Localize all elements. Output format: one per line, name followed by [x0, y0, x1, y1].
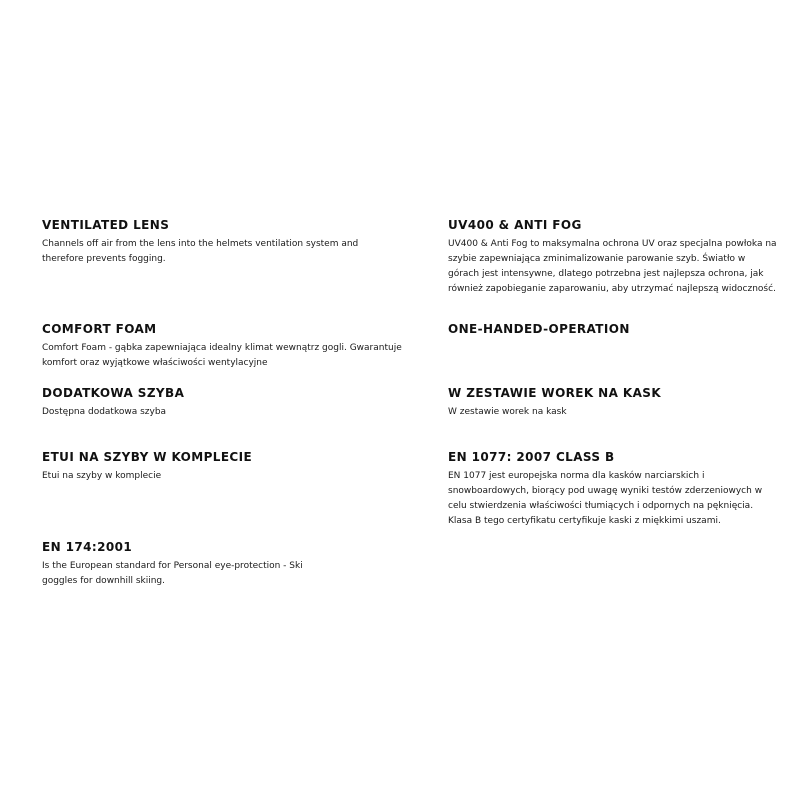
- feature-worek-na-kask: [448, 386, 778, 420]
- feature-title: EN 1077: 2007 CLASS B: [448, 450, 615, 464]
- feature-title: ONE-HANDED-OPERATION: [448, 322, 630, 336]
- feature-uv400-anti-fog: [448, 218, 778, 297]
- feature-comfort-foam: [42, 322, 402, 371]
- feature-en-1077: [448, 450, 778, 529]
- feature-etui-na-szyby: [42, 450, 402, 484]
- feature-dodatkowa-szyba: [42, 386, 402, 420]
- feature-description: Comfort Foam - gąbka zapewniająca idealny klimat wewnątrz gogli. Gwarantuje komfort oraz wyjątkowe właściwości wentylacyjne: [42, 343, 402, 368]
- feature-description: Etui na szyby w komplecie: [42, 471, 162, 481]
- feature-ventilated-lens: [42, 218, 402, 267]
- feature-description: Is the European standard for Personal eye-protection - Ski goggles for downhill skiing.: [42, 561, 303, 586]
- feature-en-174: [42, 540, 332, 589]
- feature-description: EN 1077 jest europejska norma dla kasków narciarskich i snowboardowych, biorący pod uwagę wyniki testów zderzeniowych w celu stwierdzenia właściwości tłumiących i odpornych na pęknięcia. Klasa B tego certyfikatu certyfikuje kaski z miękkimi uszami.: [448, 471, 763, 526]
- feature-description: Channels off air from the lens into the helmets ventilation system and therefore prevents fogging.: [42, 239, 359, 264]
- feature-title: EN 174:2001: [42, 540, 133, 554]
- feature-description: W zestawie worek na kask: [448, 407, 567, 417]
- feature-description: UV400 & Anti Fog to maksymalna ochrona UV oraz specjalna powłoka na szybie zapewniająca zminimalizowanie parowanie szyb. Światło w górach jest intensywne, dlatego potrzebna jest najlepsza ochrona, jak również zapobieganie zaparowaniu, aby utrzymać najlepszą widoczność.: [448, 239, 777, 294]
- feature-title: UV400 & ANTI FOG: [448, 218, 582, 232]
- feature-one-handed-operation: [448, 322, 778, 341]
- feature-title: VENTILATED LENS: [42, 218, 170, 232]
- feature-description: Dostępna dodatkowa szyba: [42, 407, 167, 417]
- feature-title: DODATKOWA SZYBA: [42, 386, 185, 400]
- feature-title: W ZESTAWIE WOREK NA KASK: [448, 386, 662, 400]
- feature-title: ETUI NA SZYBY W KOMPLECIE: [42, 450, 253, 464]
- feature-title: COMFORT FOAM: [42, 322, 157, 336]
